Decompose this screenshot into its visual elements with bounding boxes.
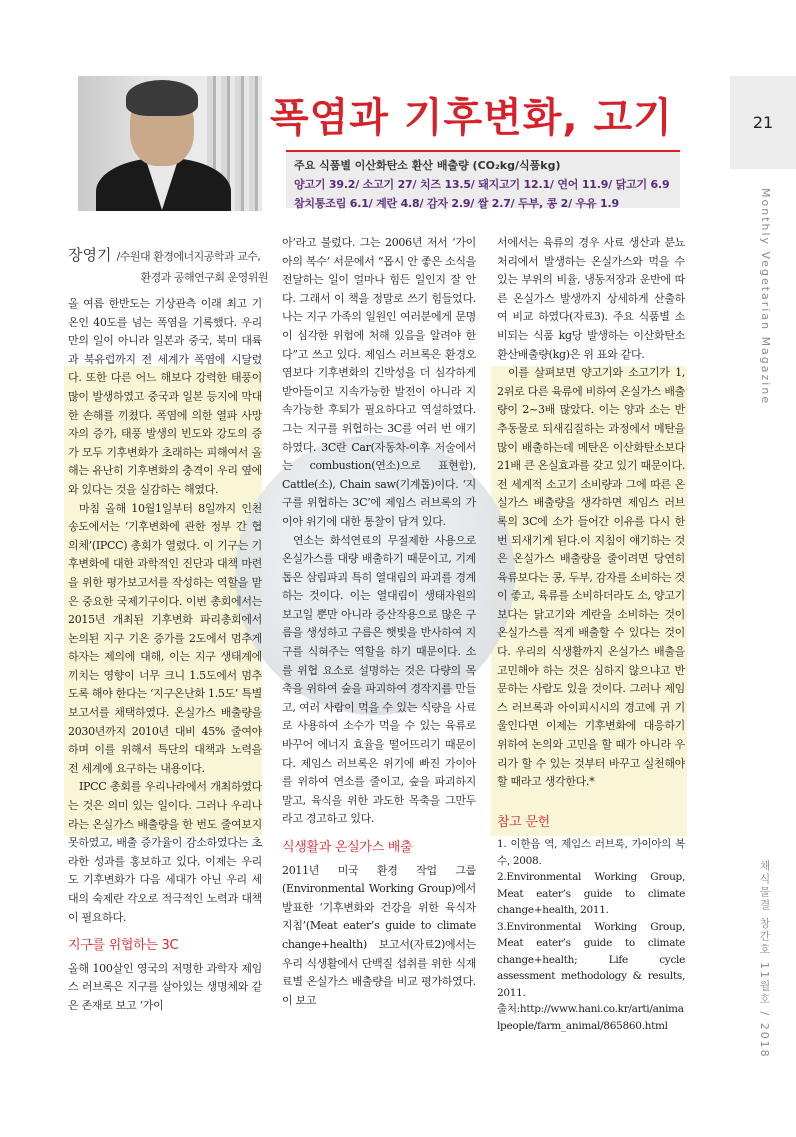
reference-item: 1. 이한음 역, 제임스 러브록, 가이아의 복수, 2008.	[497, 838, 685, 867]
col2-paragraph-2: 연소는 화석연료의 무절제한 사용으로 온실가스를 대량 배출하기 때문이고, 기계톱은 삼림파괴 특히 열대림의 파괴를 경계하는 것이다. 이는 열대림이 생태자원의 보고일 뿐만 아니라 증산작용으로 많은 구름을 생성하고 구름은 햇빛을 반사하여 지구를 식혀주는 역할을 하기 때문이다. 소를 위협 요소로 설명하는 것은 다량의 목축을 위하여 숲을 파괴하여 경작지를 만들고, 여러 사람이 먹을 수 있는 식량을 사료로 사용하여 소수가 먹을 수 있는 육류로 바꾸어 에너지 효율을 떨어뜨리기 때문이다. 제임스 러브록은 위기에 빠진 가이아를 위하여 연소를 줄이고, 숲을 파괴하지 말고, 육식을 위한 과도한 목축을 그만두라고 경고하고 있다.	[282, 533, 476, 826]
author-affiliation-2: 환경과 공해연구회 운영위원	[140, 271, 268, 284]
issue-label: 채식물결 창간호 11월호 / 2018	[758, 860, 771, 1059]
author-block	[68, 244, 268, 285]
reference-item: 3.Environmental Working Group, Meat eater’s guide to climate change+health; Life cycle assessment methodology & results, 2011.	[497, 920, 685, 999]
column-1	[68, 295, 262, 1016]
section-heading-diet: 식생활과 온실가스 배출	[282, 840, 413, 855]
section-heading-references: 참고 문헌	[497, 814, 550, 830]
reference-item: 2.Environmental Working Group, Meat eater’s guide to climate change+health, 2011.	[497, 871, 685, 917]
magazine-name: Monthly Vegetarian Magazine	[759, 188, 772, 406]
author-name: 장영기	[68, 246, 112, 264]
reference-source: 출처:http://www.hani.co.kr/arti/animalpeople/farm_animal/865860.html	[497, 1003, 684, 1032]
page-number: 21	[730, 76, 796, 169]
col2-paragraph-3: 2011년 미국 환경 작업 그룹(Environmental Working Group)에서 발표한 ‘기후변화와 건강을 위한 육식자 지침’(Meat eater’s guide to climate change+health) 보고서(자료2)에서는 우리 식생활에서 단백질 섭취를 위한 식재료별 온실가스 배출량을 비교 평가하였다. 이 보고	[282, 863, 476, 1007]
infobox-line-1: 양고기 39.2/ 소고기 27/ 치즈 13.5/ 돼지고기 12.1/ 연어 11.9/ 닭고기 6.9	[294, 178, 670, 191]
col1-paragraph-3: IPCC 총회를 우리나라에서 개최하였다는 것은 의미 있는 일이다. 그러나 우리나라는 온실가스 배출량을 한 번도 줄여보지 못하였고, 배출 증가율이 감소하였다는 초라한 성과를 홍보하고 있다. 이제는 우리도 기후변화가 다음 세대가 아닌 우리 세대의 숙제란 각오로 적극적인 노력과 대책이 필요하다.	[68, 780, 262, 924]
infobox-line-2: 참치통조림 6.1/ 계란 4.8/ 감자 2.9/ 쌀 2.7/ 두부, 콩 2/ 우유 1.9	[294, 197, 619, 210]
col1-paragraph-2: 마침 올해 10월1일부터 8일까지 인천 송도에서는 ‘기후변화에 관한 정부 간 협의체’(IPCC) 총회가 열렸다. 이 기구는 기후변화에 대한 과학적인 진단과 대책 마련을 위한 평가보고서를 작성하는 역할을 맡은 중요한 국제기구이다. 이번 총회에서는 2015년 개최된 기후변화 파리총회에서 논의된 지구 기온 증가를 2도에서 멈추게 하자는 제의에 대해, 이는 지구 생태계에 끼치는 영향이 너무 크니 1.5도에서 멈추도록 해야 한다는 ‘지구온난화 1.5도’ 특별보고서를 채택하였다. 온실가스 배출량을 2030년까지 2010년 대비 45% 줄여야 하며 이를 위해서 특단의 대책과 노력을 전 세계에 요구하는 내용이다.	[68, 501, 262, 775]
col1-paragraph-4: 올해 100살인 영국의 저명한 과학자 제임스 러브록은 지구를 살아있는 생명체와 같은 존재로 보고 ‘가이	[68, 961, 262, 1012]
infobox-heading: 주요 식품별 이산화탄소 환산 배출량 (CO₂kg/식품kg)	[294, 159, 561, 172]
column-3	[497, 234, 685, 1034]
column-2	[282, 234, 476, 1010]
col1-paragraph-1: 올 여름 한반도는 기상관측 이래 최고 기온인 40도를 넘는 폭염을 기록했다. 우리만의 일이 아니라 일본과 중국, 북미 대륙과 북유럽까지 전 세계가 폭염에 시달렸다. 또한 다른 어느 해보다 강력한 태풍이 많이 발생하였고 중국과 일본 등지에 막대한 손해를 끼쳤다. 폭염에 의한 열파 사망자의 증가, 태풍 발생의 빈도와 강도의 증가 모두 기후변화가 초래하는 피해여서 올해는 유난히 기후변화의 충격이 우리 옆에 와 있다는 것을 실감하는 해였다.	[68, 297, 262, 496]
col3-paragraph-1: 서에서는 육류의 경우 사료 생산과 분뇨처리에서 발생하는 온실가스와 먹을 수 있는 부위의 비율, 냉동저장과 운반에 따른 온실가스 발생까지 상세하게 산출하여 비교 하였다(자료3). 주요 식품별 소비되는 식품 kg당 발생하는 이산화탄소 환산배출량(kg)은 위 표와 같다.	[497, 236, 685, 361]
col2-paragraph-1: 아’라고 불렀다. 그는 2006년 저서 ‘가이아의 복수’ 서문에서 “몹시 안 좋은 소식을 전달하는 일이 얼마나 힘든 일인지 잘 안다. 그래서 이 책을 정말로 쓰기 힘들었다. 나는 지구 가족의 일원인 여러분에게 문명이 심각한 위험에 처해 있음을 알려야 한다”고 쓰고 있다. 제임스 러브록은 환경오염보다 기후변화의 긴박성을 더 심각하게 받아들이고 지속가능한 발전이 아니라 지속가능한 후퇴가 필요하다고 역설하였다. 그는 지구를 위협하는 3C를 여러 번 얘기하였다. 3C란 Car(자동차-이후 저술에서는 combustion(연소)으로 표현함), Cattle(소), Chain saw(기계톱)이다. ‘지구를 위협하는 3C’에 제임스 러브록의 가이아 위기에 대한 통찰이 담겨 있다.	[282, 236, 476, 528]
author-affiliation-1: /수원대 환경에너지공학과 교수,	[116, 250, 261, 263]
page-title: 폭염과 기후변화, 고기	[270, 95, 673, 141]
references-list	[497, 836, 685, 1034]
author-photo	[78, 76, 262, 211]
emission-infobox	[286, 150, 680, 208]
col3-paragraph-2: 이를 살펴보면 양고기와 소고기가 1, 2위로 다른 육류에 비하여 온실가스 배출량이 2~3배 많았다. 이는 양과 소는 반추동물로 되새김질하는 과정에서 메탄을 많이 배출하는데 메탄은 이산화탄소보다 21배 큰 온실효과를 갖고 있기 때문이다. 전 세계적 소고기 소비량과 그에 따른 온실가스 배출량을 생각하면 제임스 러브록의 3C에 소가 들어간 이유를 다시 한 번 되새기게 된다.이 지침이 얘기하는 것은 온실가스 배출량을 줄이려면 당연히 육류보다는 콩, 두부, 감자를 소비하는 것이 좋고, 육류를 소비하더라도 소, 양고기보다는 닭고기와 계란을 소비하는 것이 온실가스를 적게 배출할 수 있다는 것이다. 우리의 식생활까지 온실가스 배출을 고민해야 하는 것은 심하지 않으냐고 반문하는 사람도 있을 것이다. 그러나 제임스 러브록과 아이피시시의 경고에 귀 기울인다면 이제는 기후변화에 대응하기 위하여 논의와 고민을 할 때가 아니라 우리가 할 수 있는 것부터 바꾸고 실천해야 할 때라고 생각한다.*	[497, 366, 685, 789]
section-heading-3c: 지구를 위협하는 3C	[68, 938, 179, 954]
